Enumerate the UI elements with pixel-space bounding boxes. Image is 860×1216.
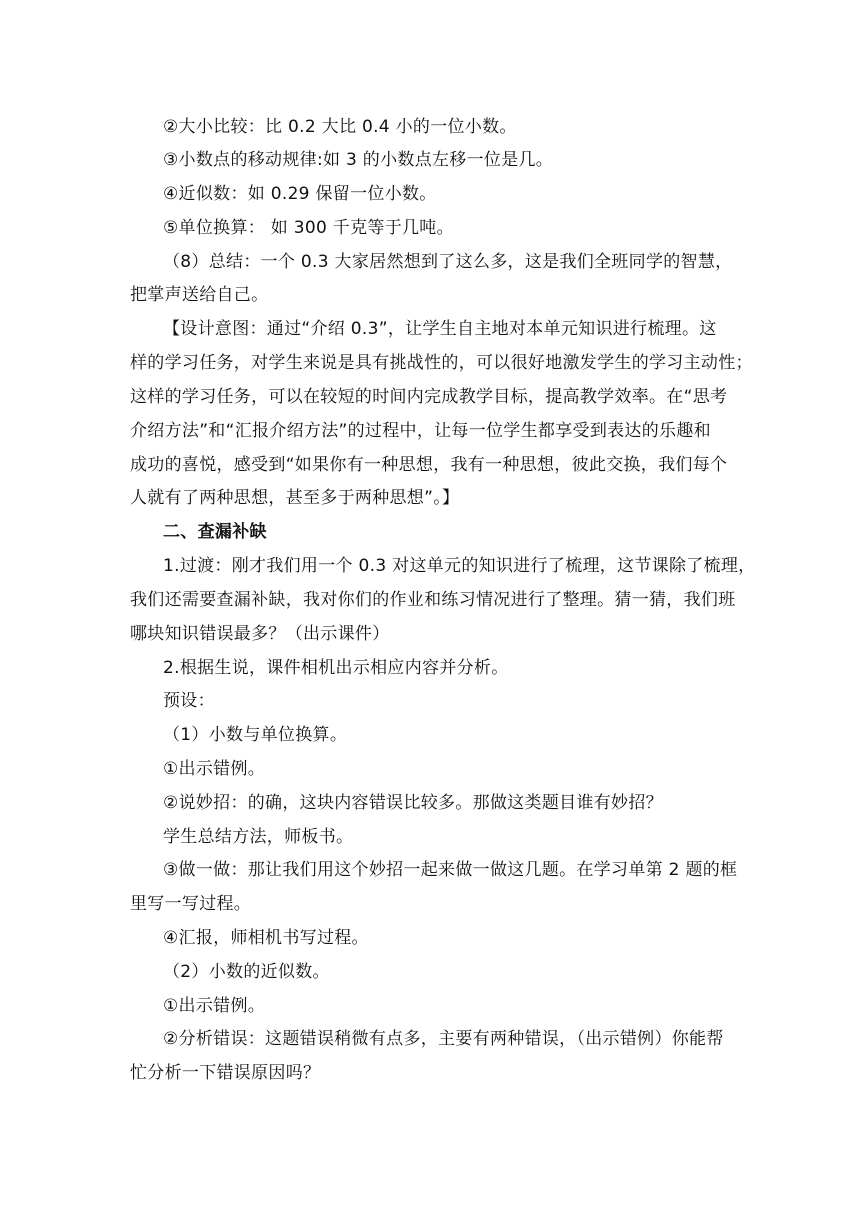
text-line: 预设： <box>163 691 215 711</box>
text-line: ①出示错例。 <box>163 759 266 779</box>
text-line: ②大小比较：比 0.2 大比 0.4 小的一位小数。 <box>163 117 517 137</box>
text-line: 忙分析一下错误原因吗？ <box>130 1063 321 1083</box>
text-line: （2）小数的近似数。 <box>163 962 330 982</box>
section-heading: 二、查漏补缺 <box>163 522 267 542</box>
text-line: 成功的喜悦，感受到“如果你有一种思想，我有一种思想，彼此交换，我们每个 <box>130 455 728 475</box>
text-line: 哪块知识错误最多？（出示课件） <box>130 624 390 644</box>
text-line: 介绍方法”和“汇报介绍方法”的过程中，让每一位学生都享受到表达的乐趣和 <box>130 421 711 441</box>
text-line: ④汇报，师相机书写过程。 <box>163 928 369 948</box>
text-line: ②说妙招：的确，这块内容错误比较多。那做这类题目谁有妙招？ <box>163 793 663 813</box>
text-line: ⑤单位换算： 如 300 千克等于几吨。 <box>163 218 454 238</box>
text-line: ④近似数：如 0.29 保留一位小数。 <box>163 184 437 204</box>
text-line: 这样的学习任务，可以在较短的时间内完成教学目标，提高教学效率。在“思考 <box>130 387 728 407</box>
text-line: ③做一做：那让我们用这个妙招一起来做一做这几题。在学习单第 2 题的框 <box>163 860 738 880</box>
text-line: 【设计意图：通过“介绍 0.3”，让学生自主地对本单元知识进行梳理。这 <box>163 319 717 339</box>
text-line: 学生总结方法，师板书。 <box>163 827 354 847</box>
text-line: （8）总结：一个 0.3 大家居然想到了这么多，这是我们全班同学的智慧， <box>163 252 733 272</box>
text-line: ①出示错例。 <box>163 996 266 1016</box>
text-line: ③小数点的移动规律:如 3 的小数点左移一位是几。 <box>163 150 554 170</box>
text-line: 2.根据生说，课件相机出示相应内容并分析。 <box>163 658 509 678</box>
text-line: 1.过渡：刚才我们用一个 0.3 对这单元的知识进行了梳理，这节课除了梳理， <box>163 556 756 576</box>
text-line: 样的学习任务，对学生来说是具有挑战性的，可以很好地激发学生的学习主动性； <box>130 353 753 373</box>
text-line: 里写一写过程。 <box>130 894 252 914</box>
text-line: 人就有了两种思想，甚至多于两种思想”。】 <box>130 488 460 508</box>
text-line: 我们还需要查漏补缺，我对你们的作业和练习情况进行了整理。猜一猜，我们班 <box>130 590 736 610</box>
text-line: 把掌声送给自己。 <box>130 285 269 305</box>
text-line: ②分析错误：这题错误稍微有点多，主要有两种错误，（出示错例）你能帮 <box>163 1029 724 1049</box>
text-line: （1）小数与单位换算。 <box>163 725 348 745</box>
